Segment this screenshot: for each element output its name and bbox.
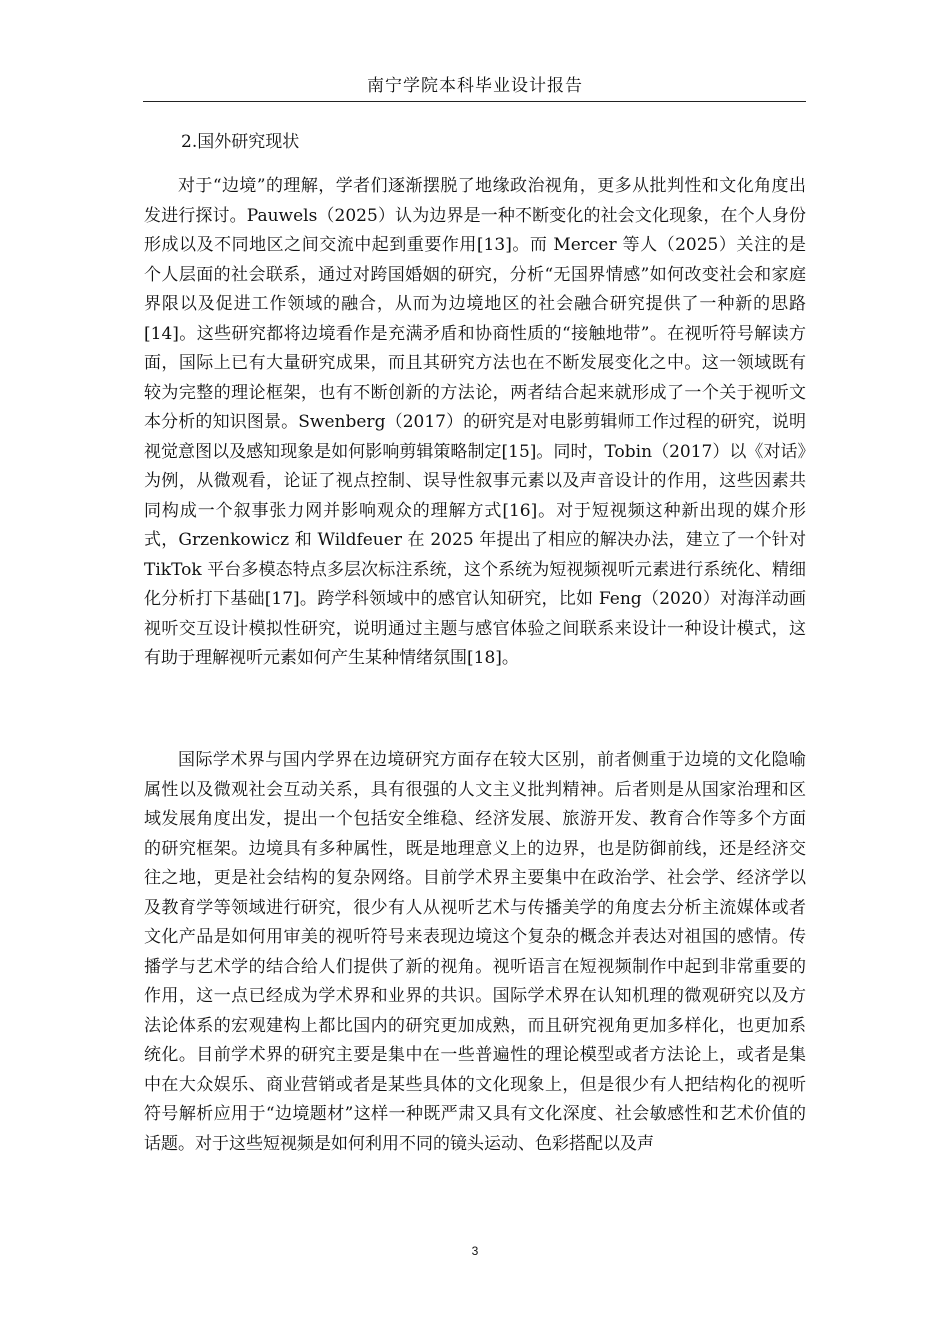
section-heading: 2.国外研究现状 [181,132,300,152]
header-divider [143,101,806,102]
page-header-title: 南宁学院本科毕业设计报告 [367,76,583,96]
body-paragraph-1: 对于“边境”的理解，学者们逐渐摆脱了地缘政治视角，更多从批判性和文化角度出发进行探讨。Pauwels（2025）认为边界是一种不断变化的社会文化现象，在个人身份形成以及不同地区之间交流中起到重要作用[13]。而 Mercer 等人（2025）关注的是个人层面的社会联系，通过对跨国婚姻的研究，分析“无国界情感”如何改变社会和家庭界限以及促进工作领域的融合，从而为边境地区的社会融合研究提供了一种新的思路[14]。这些研究都将边境看作是充满矛盾和协商性质的“接触地带”。在视听符号解读方面，国际上已有大量研究成果，而且其研究方法也在不断发展变化之中。这一领域既有较为完整的理论框架，也有不断创新的方法论，两者结合起来就形成了一个关于视听文本分析的知识图景。Swenberg（2017）的研究是对电影剪辑师工作过程的研究，说明视觉意图以及感知现象是如何影响剪辑策略制定[15]。同时，Tobin（2017）以《对话》为例，从微观看，论证了视点控制、误导性叙事元素以及声音设计的作用，这些因素共同构成一个叙事张力网并影响观众的理解方式[16]。对于短视频这种新出现的媒介形式，Grzenkowicz 和 Wildfeuer 在 2025 年提出了相应的解决办法，建立了一个针对 TikTok 平台多模态特点多层次标注系统，这个系统为短视频视听元素进行系统化、精细化分析打下基础[17]。跨学科领域中的感官认知研究，比如 Feng（2020）对海洋动画视听交互设计模拟性研究，说明通过主题与感官体验之间联系来设计一种设计模式，这有助于理解视听元素如何产生某种情绪氛围[18]。 [144,176,806,668]
body-paragraph-2: 国际学术界与国内学界在边境研究方面存在较大区别，前者侧重于边境的文化隐喻属性以及微观社会互动关系，具有很强的人文主义批判精神。后者则是从国家治理和区域发展角度出发，提出一个包括安全维稳、经济发展、旅游开发、教育合作等多个方面的研究框架。边境具有多种属性，既是地理意义上的边界，也是防御前线，还是经济交往之地，更是社会结构的复杂网络。目前学术界主要集中在政治学、社会学、经济学以及教育学等领域进行研究，很少有人从视听艺术与传播美学的角度去分析主流媒体或者文化产品是如何用审美的视听符号来表现边境这个复杂的概念并表达对祖国的感情。传播学与艺术学的结合给人们提供了新的视角。视听语言在短视频制作中起到非常重要的作用，这一点已经成为学术界和业界的共识。国际学术界在认知机理的微观研究以及方法论体系的宏观建构上都比国内的研究更加成熟，而且研究视角更加多样化，也更加系统化。目前学术界的研究主要是集中在一些普遍性的理论模型或者方法论上，或者是集中在大众娱乐、商业营销或者是某些具体的文化现象上，但是很少有人把结构化的视听符号解析应用于“边境题材”这样一种既严肃又具有文化深度、社会敏感性和艺术价值的话题。对于这些短视频是如何利用不同的镜头运动、色彩搭配以及声 [144,750,806,1154]
page-number: 3 [471,1244,479,1258]
